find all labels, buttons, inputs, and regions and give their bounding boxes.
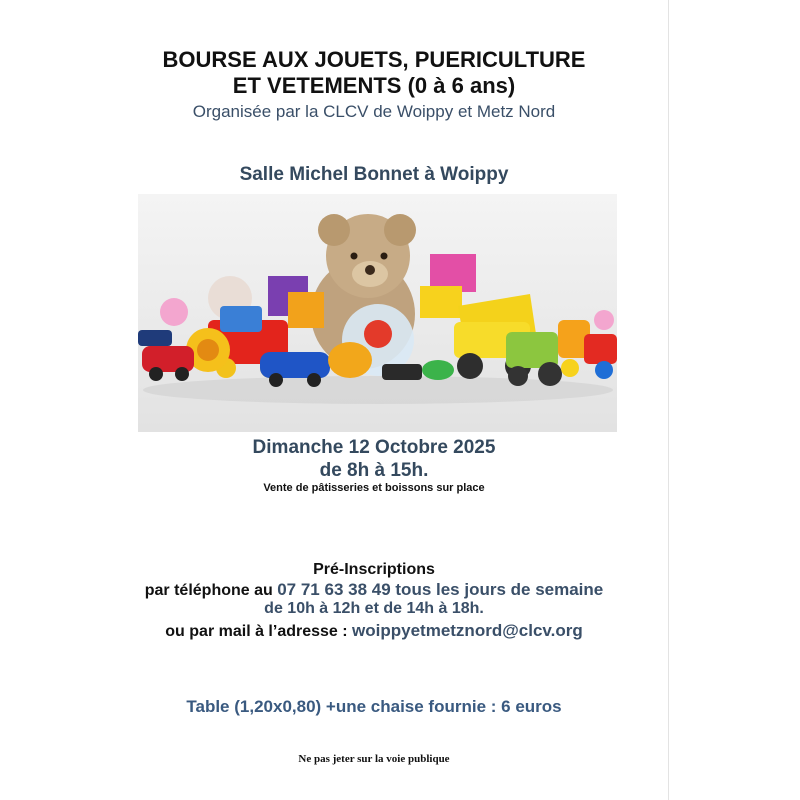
footer-note: Ne pas jeter sur la voie publique <box>298 753 450 765</box>
venue: Salle Michel Bonnet à Woippy <box>239 164 509 185</box>
registration-mail-line <box>0 621 748 641</box>
event-hours: de 8h à 15h. <box>319 460 429 481</box>
email-address[interactable]: woippyetmetznord@clcv.org <box>352 621 583 640</box>
blue-car-icon <box>260 352 330 378</box>
phone-prefix: par téléphone au <box>144 582 278 599</box>
organizer-line: Organisée par la CLCV de Woippy et Metz Nord <box>192 102 556 121</box>
frog-icon <box>422 360 454 380</box>
event-date: Dimanche 12 Octobre 2025 <box>252 437 496 458</box>
phone-number: 07 71 63 38 49 <box>277 580 391 599</box>
title-line-2: ET VETEMENTS (0 à 6 ans) <box>232 73 516 98</box>
refreshments-note: Vente de pâtisseries et boissons sur place <box>263 482 485 494</box>
event-date-block <box>0 436 748 482</box>
page-title <box>0 47 748 99</box>
registration-phone-line <box>0 580 748 600</box>
duck-icon <box>328 342 372 378</box>
phone-suffix: tous les jours de semaine <box>390 580 604 599</box>
registration-heading: Pré-Inscriptions <box>313 561 435 578</box>
red-car-icon <box>142 346 194 372</box>
toys-photo <box>138 194 617 432</box>
registration-times: de 10h à 12h et de 14h à 18h. <box>264 600 484 617</box>
mail-prefix: ou par mail à l’adresse : <box>165 623 353 640</box>
title-line-1: BOURSE AUX JOUETS, PUERICULTURE <box>162 47 586 72</box>
table-pricing: Table (1,20x0,80) +une chaise fournie : 6 euros <box>186 697 562 716</box>
